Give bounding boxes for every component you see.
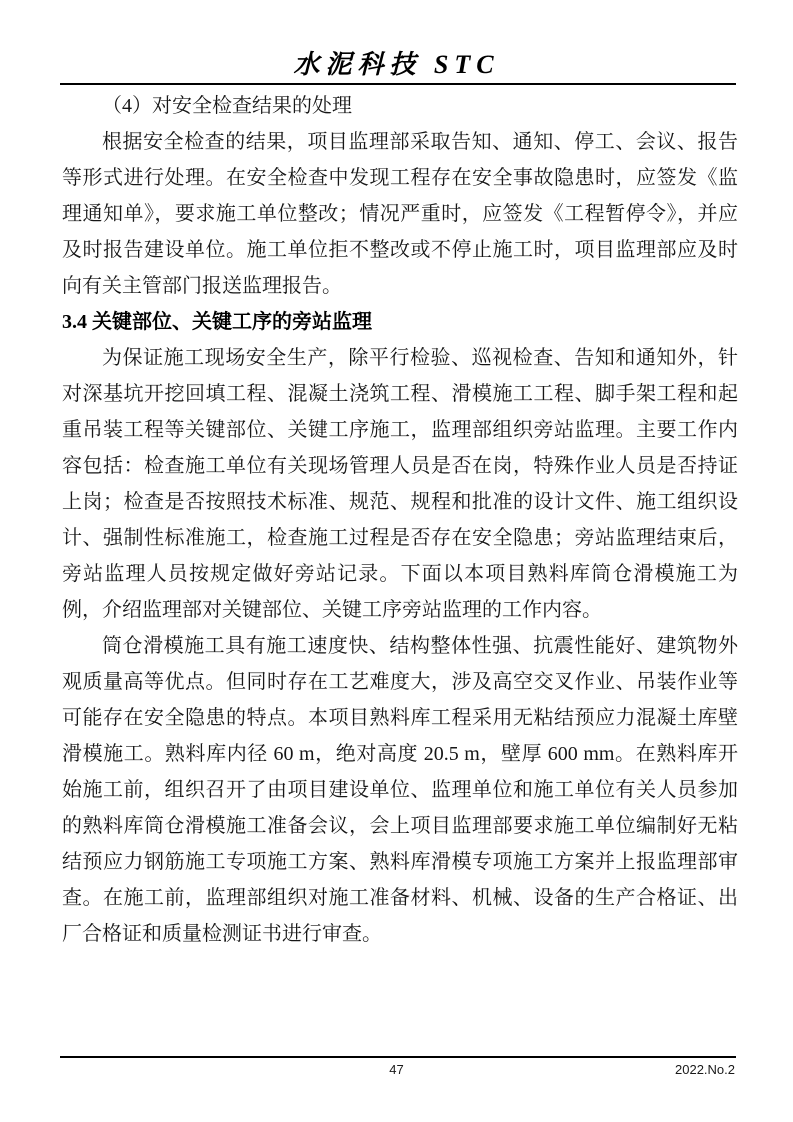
paragraph-safety-check-handling: 根据安全检查的结果，项目监理部采取告知、通知、停工、会议、报告等形式进行处理。在安全检查中发现工程存在安全事故隐患时，应签发《监理通知单》，要求施工单位整改；情况严重时，应签发《工程暂停令》，并应及时报告建设单位。施工单位拒不整改或不停止施工时，项目监理部应及时向有关主管部门报送监理报告。 [62,131,738,297]
paragraph-side-station-supervision: 为保证施工现场安全生产，除平行检验、巡视检查、告知和通知外，针对深基坑开挖回填工程、混凝土浇筑工程、滑模施工工程、脚手架工程和起重吊装工程等关键部位、关键工序施工，监理部组织旁站监理。主要工作内容包括：检查施工单位有关现场管理人员是否在岗，特殊作业人员是否持证上岗；检查是否按照技术标准、规范、规程和批准的设计文件、施工组织设计、强制性标准施工，检查施工过程是否存在安全隐患；旁站监理结束后，旁站监理人员按规定做好旁站记录。下面以本项目熟料库筒仓滑模施工为例，介绍监理部对关键部位、关键工序旁站监理的工作内容。 [62,347,738,621]
header-rule [60,83,736,85]
issue-number: 2022.No.2 [675,1062,735,1077]
article-body [62,88,738,952]
paragraph-silo-slipform: 筒仓滑模施工具有施工速度快、结构整体性强、抗震性能好、建筑物外观质量高等优点。但同时存在工艺难度大，涉及高空交叉作业、吊装作业等可能存在安全隐患的特点。本项目熟料库工程采用无粘结预应力混凝土库壁滑模施工。熟料库内径 60 m，绝对高度 20.5 m，壁厚 600 mm。在熟料库开始施工前，组织召开了由项目建设单位、监理单位和施工单位有关人员参加的熟料库筒仓滑模施工准备会议，会上项目监理部要求施工单位编制好无粘结预应力钢筋施工专项施工方案、熟料库滑模专项施工方案并上报监理部审查。在施工前，监理部组织对施工准备材料、机械、设备的生产合格证、出厂合格证和质量检测证书进行审查。 [62,635,738,945]
footer-rule [60,1056,736,1058]
subsection-label: （4）对安全检查结果的处理 [102,95,352,117]
page-number: 47 [389,1062,404,1077]
journal-header-title: 水泥科技 STC [293,50,500,79]
section-heading-3-4: 3.4 关键部位、关键工序的旁站监理 [62,311,372,333]
